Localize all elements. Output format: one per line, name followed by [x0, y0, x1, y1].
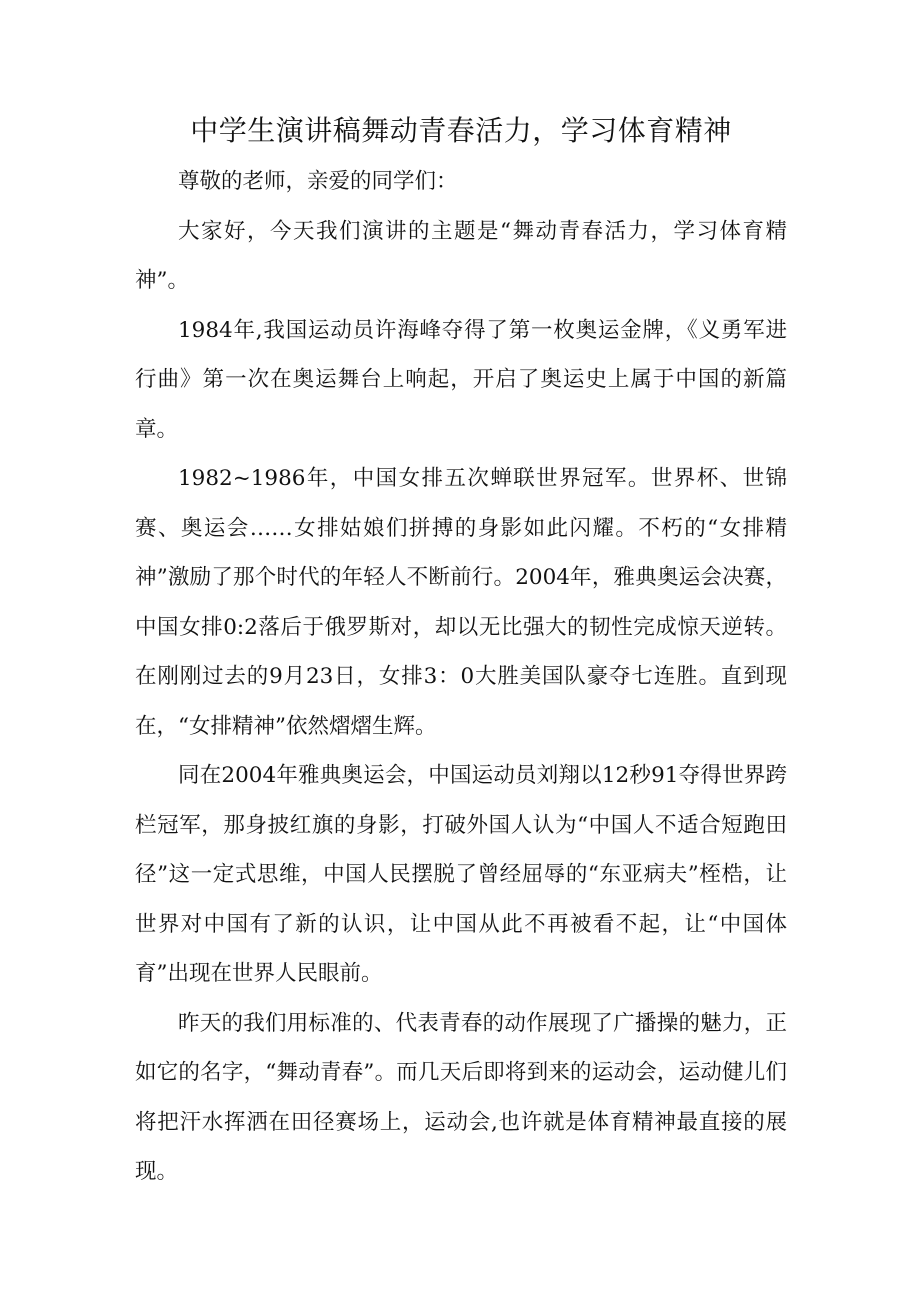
paragraph-1984: 1984年,我国运动员许海峰夺得了第一枚奥运金牌，《义勇军进行曲》第一次在奥运舞台上响起，开启了奥运史上属于中国的新篇章。: [135, 317, 787, 442]
greeting-paragraph: 大家好，今天我们演讲的主题是“舞动青春活力，学习体育精神”。: [135, 218, 787, 293]
paragraph-liu-xiang: 同在2004年雅典奥运会，中国运动员刘翔以12秒91夺得世界跨栏冠军，那身披红旗的身影，打破外国人认为“中国人不适合短跑田径”这一定式思维，中国人民摆脱了曾经屈辱的“东亚病夫”桎梏，让世界对中国有了新的认识，让中国从此不再被看不起，让“中国体育”出现在世界人民眼前。: [135, 763, 787, 986]
salutation-paragraph: 尊敬的老师，亲爱的同学们：: [178, 169, 458, 194]
paragraph-womens-volleyball: 1982~1986年，中国女排五次蝉联世界冠军。世界杯、世锦赛、奥运会……女排姑娘们拼搏的身影如此闪耀。不朽的“女排精神”激励了那个时代的年轻人不断前行。2004年，雅典奥运会决赛，中国女排0:2落后于俄罗斯对，却以无比强大的韧性完成惊天逆转。在刚刚过去的9月23日，女排3：0大胜美国队豪夺七连胜。直到现在，“女排精神”依然熠熠生辉。: [135, 466, 787, 739]
document-title: 中学生演讲稿舞动青春活力，学习体育精神: [190, 114, 732, 147]
paragraph-sports-meet: 昨天的我们用标准的、代表青春的动作展现了广播操的魅力，正如它的名字，“舞动青春”。而几天后即将到来的运动会，运动健儿们将把汗水挥洒在田径赛场上，运动会,也许就是体育精神最直接的展现。: [135, 1010, 787, 1184]
document-body: [135, 157, 787, 1197]
